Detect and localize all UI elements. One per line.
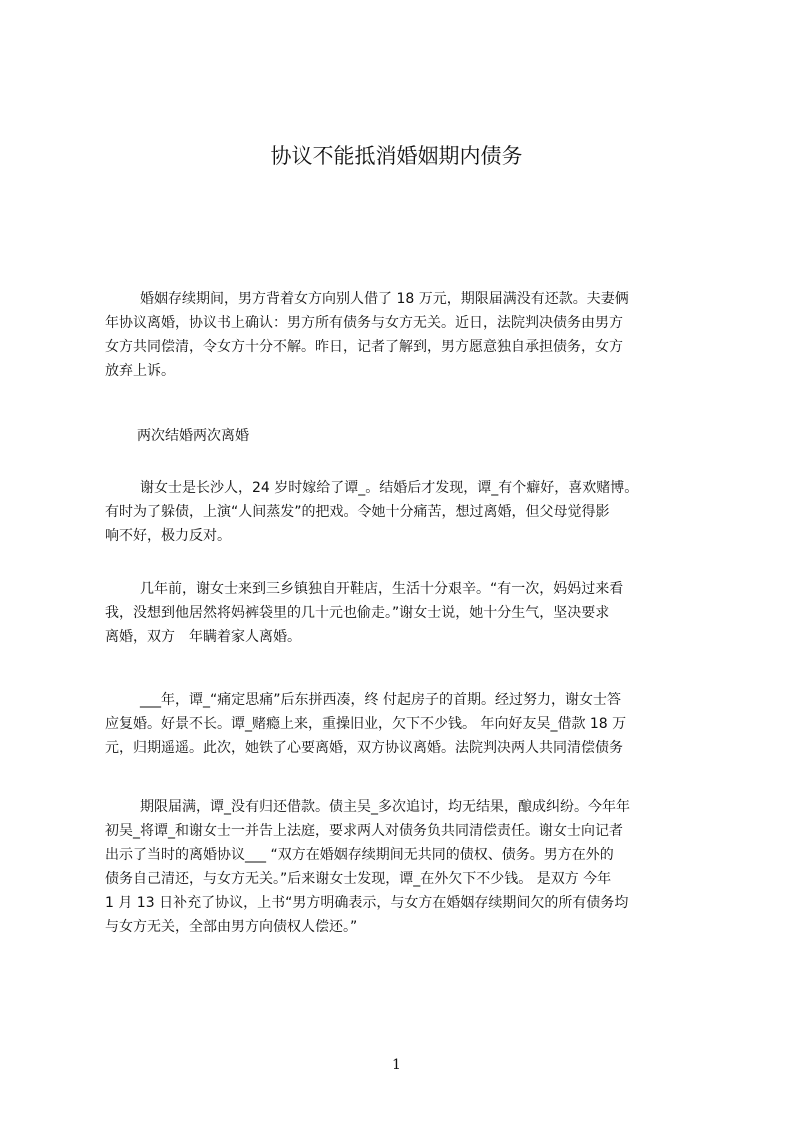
text-line: 响不好，极力反对。 [105,528,231,544]
text-line: 债务自己清还，与女方无关。”后来谢女士发现，谭_在外欠下不少钱。 是双方 今年 [105,871,612,887]
text-line: 年协议离婚，协议书上确认：男方所有债务与女方无关。近日，法院判决债务由男方 [105,315,623,331]
document-title: 协议不能抵消婚姻期内债务 [270,144,523,168]
text-line: 出示了当时的离婚协议___ “双方在婚姻存续期间无共同的债权、债务。男方在外的 [105,847,614,863]
page-number: 1 [392,1057,401,1073]
paragraph-background [105,476,638,548]
section-subheading: 两次结婚两次离婚 [137,428,249,444]
text-line: 几年前，谢女士来到三乡镇独自开鞋店，生活十分艰辛。“有一次，妈妈过来看 [140,581,624,597]
text-line: 有时为了躲债，上演“人间蒸发”的把戏。令她十分痛苦，想过离婚，但父母觉得影 [105,504,610,520]
text-line: 元，归期遥遥。此次，她铁了心要离婚，双方协议离婚。法院判决两人共同清偿债务 [105,740,623,756]
text-line: 期限届满，谭_没有归还借款。债主吴_多次追讨，均无结果，酿成纠纷。今年年 [140,799,630,815]
text-line: 1 月 13 日补充了协议，上书“男方明确表示，与女方在婚姻存续期间欠的所有债务均 [105,895,629,911]
text-line: 放弃上诉。 [105,363,175,379]
text-line: 应复婚。好景不长。谭_赌瘾上来，重操旧业，欠下不少钱。 年向好友吴_借款 18 万 [105,716,627,732]
text-line: 婚姻存续期间，男方背着女方向别人借了 18 万元，期限届满没有还款。夫妻俩 [140,291,629,307]
text-line: 女方共同偿清，令女方十分不解。昨日，记者了解到，男方愿意独自承担债务，女方 [105,339,623,355]
text-line: 与女方无关，全部由男方向债权人偿还。” [105,919,358,935]
text-line: 初吴_将谭_和谢女士一并告上法庭，要求两人对债务负共同清偿责任。谢女士向记者 [105,823,623,839]
paragraph-remarriage [105,688,626,760]
paragraph-intro [105,287,629,383]
text-line: ___年，谭_“痛定思痛”后东拼西凑，终 付起房子的首期。经过努力，谢女士答 [140,692,621,708]
paragraph-lawsuit [105,795,630,939]
paragraph-first-divorce [105,577,623,649]
text-line: 谢女士是长沙人，24 岁时嫁给了谭_。结婚后才发现，谭_有个癖好，喜欢赌博。 [140,480,639,496]
text-line: 我，没想到他居然将妈裤袋里的几十元也偷走。”谢女士说，她十分生气，坚决要求 [105,605,610,621]
text-line: 离婚，双方 年瞒着家人离婚。 [105,629,301,645]
